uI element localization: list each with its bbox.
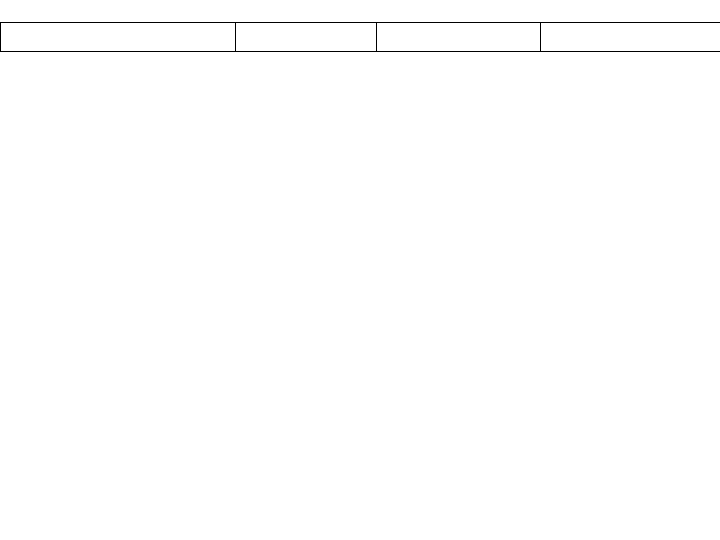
header-percent-positive [541,23,720,52]
header-antibiotic [236,23,377,52]
header-sample-count [377,23,541,52]
antibiotics-table [0,22,720,52]
header-object [1,23,236,52]
bottom-decorative-band [0,534,720,540]
table-header-row [1,23,720,52]
